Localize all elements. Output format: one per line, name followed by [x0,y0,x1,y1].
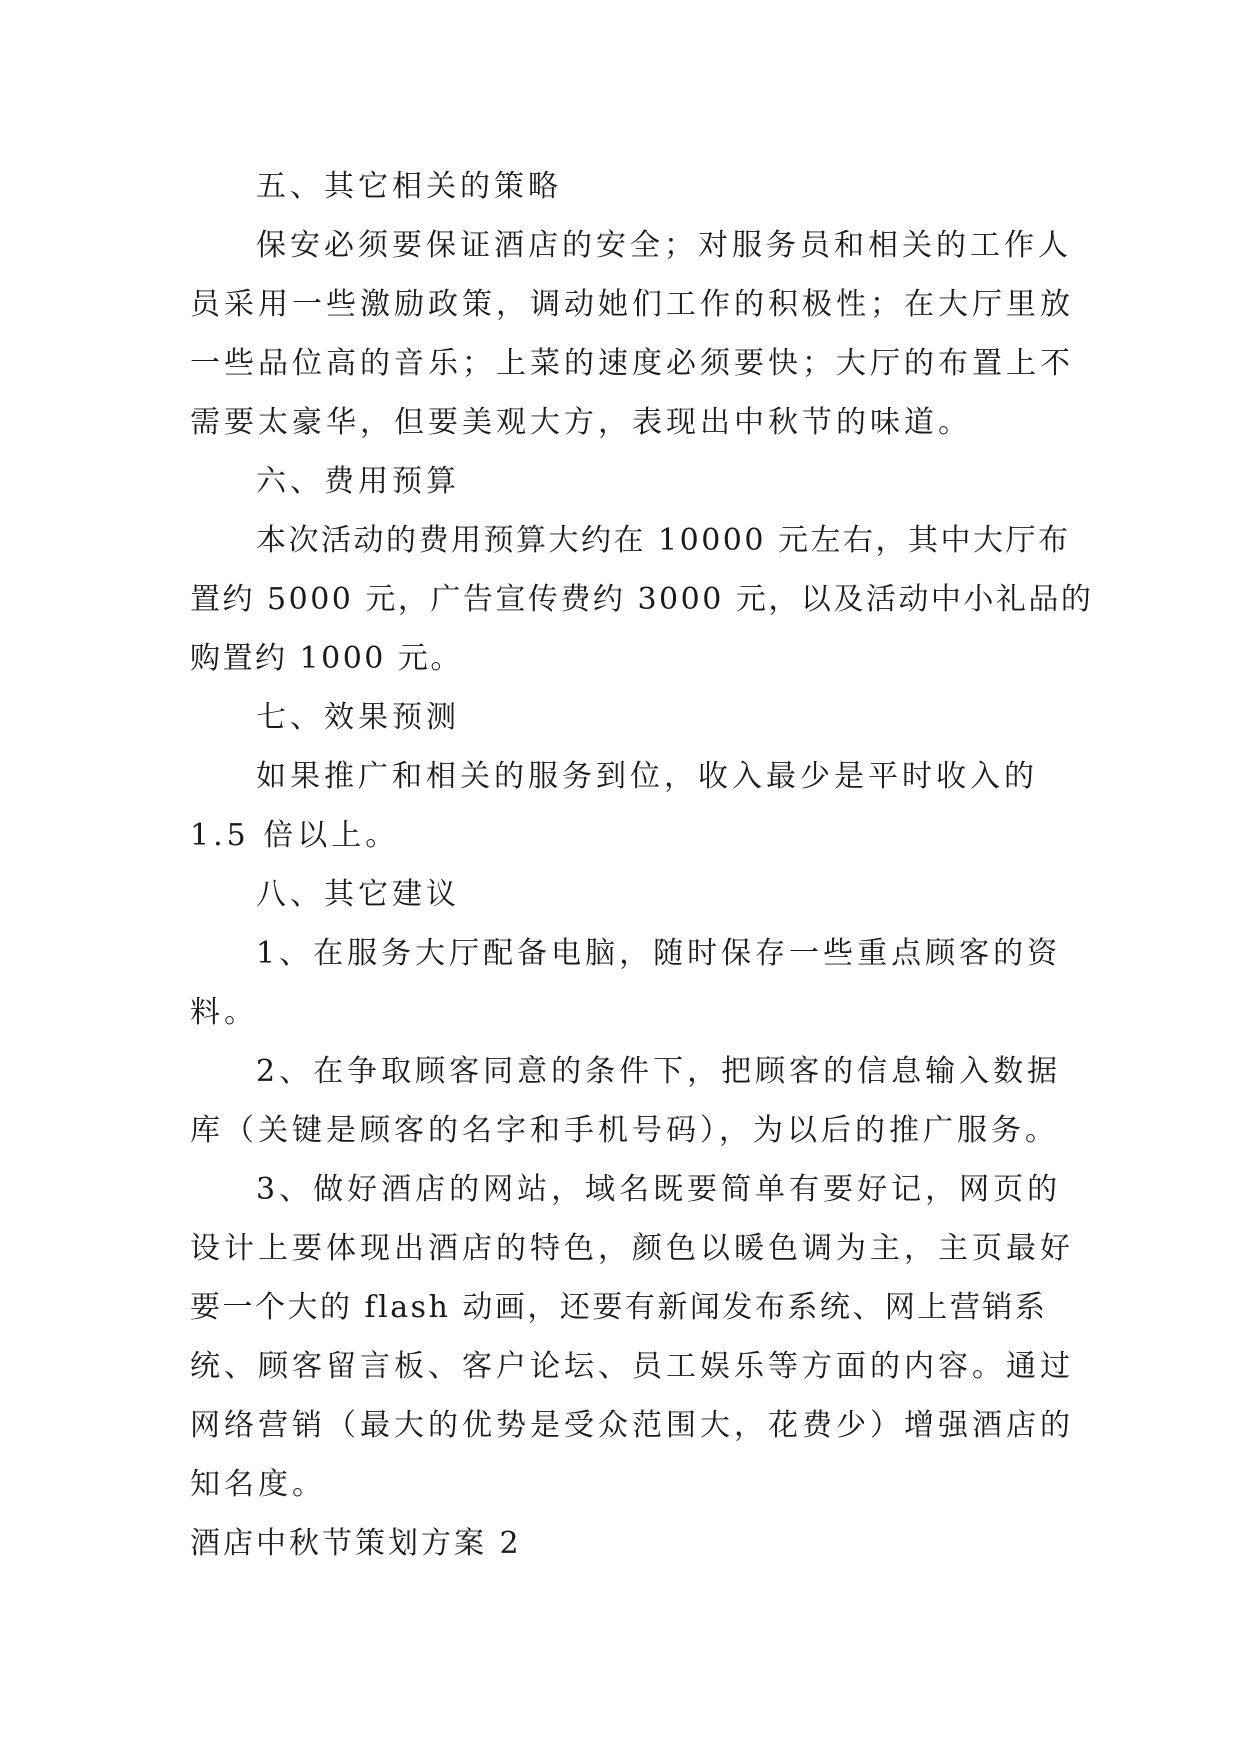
paragraph-line: 如果推广和相关的服务到位，收入最少是平时收入的 [256,759,1038,794]
section-heading-6: 六、费用预算 [256,464,460,499]
paragraph-line: 1.5 倍以上。 [190,818,400,853]
paragraph-line: 统、顾客留言板、客户论坛、员工娱乐等方面的内容。通过 [190,1349,1074,1384]
paragraph-line: 本次活动的费用预算大约在 10000 元左右，其中大厅布 [256,523,1071,558]
paragraph-line: 保安必须要保证酒店的安全；对服务员和相关的工作人 [256,228,1072,263]
next-section-title: 酒店中秋节策划方案 2 [190,1526,522,1561]
document-page [190,157,1094,1573]
paragraph-line: 1、在服务大厅配备电脑，随时保存一些重点顾客的资 [256,936,1062,971]
section-heading-8: 八、其它建议 [256,877,460,912]
paragraph-line: 网络营销（最大的优势是受众范围大，花费少）增强酒店的 [190,1408,1074,1443]
paragraph-line: 置约 5000 元，广告宣传费约 3000 元，以及活动中小礼品的 [190,582,1094,617]
section-heading-5: 五、其它相关的策略 [256,169,562,204]
paragraph-line: 需要太豪华，但要美观大方，表现出中秋节的味道。 [190,405,972,440]
paragraph-line: 员采用一些激励政策，调动她们工作的积极性；在大厅里放 [190,287,1074,322]
section-heading-7: 七、效果预测 [256,700,460,735]
paragraph-line: 3、做好酒店的网站，域名既要简单有要好记，网页的 [256,1172,1062,1207]
paragraph-line: 2、在争取顾客同意的条件下，把顾客的信息输入数据 [256,1054,1062,1089]
paragraph-line: 库（关键是顾客的名字和手机号码），为以后的推广服务。 [190,1113,1059,1148]
paragraph-line: 料。 [190,995,258,1030]
paragraph-line: 设计上要体现出酒店的特色，颜色以暖色调为主，主页最好 [190,1231,1074,1266]
paragraph-line: 要一个大的 flash 动画，还要有新闻发布系统、网上营销系 [190,1290,1048,1325]
paragraph-line: 知名度。 [190,1467,326,1502]
paragraph-line: 购置约 1000 元。 [190,641,463,676]
paragraph-line: 一些品位高的音乐；上菜的速度必须要快；大厅的布置上不 [190,346,1074,381]
